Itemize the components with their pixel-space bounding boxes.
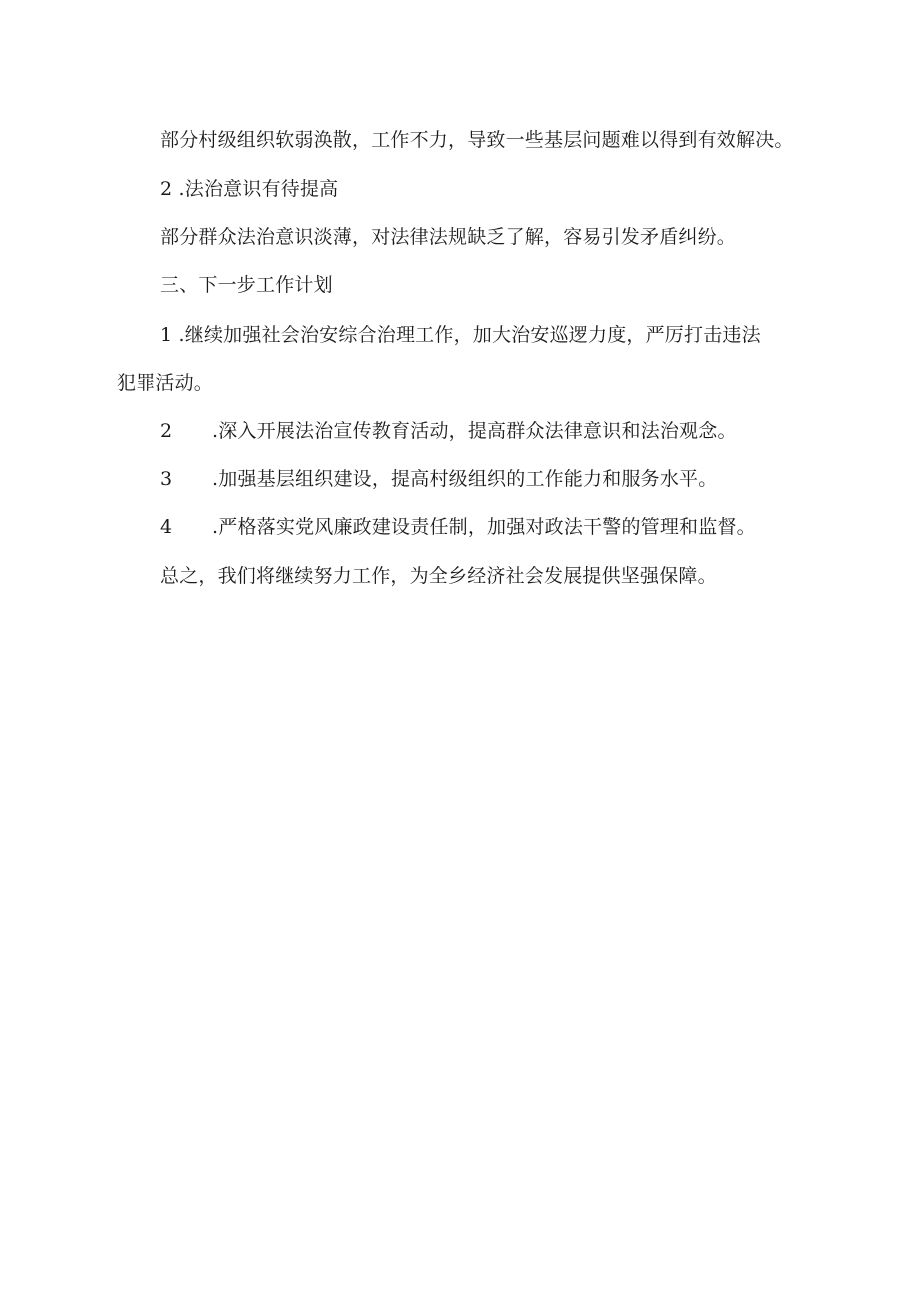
item-text-continuation: 犯罪活动。 [117, 372, 214, 394]
plan-item-2 [160, 418, 737, 444]
section-heading-text: 三、下一步工作计划 [160, 274, 333, 296]
plan-item-3 [160, 466, 717, 492]
item-text: .严格落实党风廉政建设责任制，加强对政法干警的管理和监督。 [212, 516, 756, 538]
item-number: 2 [160, 420, 173, 442]
paragraph-text: 部分村级组织软弱涣散，工作不力，导致一些基层问题难以得到有效解决。 [160, 129, 794, 151]
paragraph-text: 部分群众法治意识淡薄，对法律法规缺乏了解，容易引发矛盾纠纷。 [160, 226, 737, 248]
item-number: 3 [160, 468, 173, 490]
plan-item-4 [160, 514, 756, 540]
paragraph-text: 总之，我们将继续努力工作，为全乡经济社会发展提供坚强保障。 [160, 565, 717, 587]
paragraph-legal-awareness [160, 224, 736, 250]
item-text: .法治意识有待提高 [178, 178, 339, 200]
section-heading-next-plan [160, 272, 333, 298]
item-text: .深入开展法治宣传教育活动，提高群众法律意识和法治观念。 [212, 420, 737, 442]
item-text: .继续加强社会治安综合治理工作，加大治安巡逻力度，严厉打击违法 [178, 324, 761, 346]
item-number: 1 [160, 324, 173, 346]
plan-item-1-continuation [117, 370, 213, 396]
subheading-legal-awareness [160, 176, 338, 202]
item-number: 2 [160, 178, 173, 200]
plan-item-1 [160, 322, 761, 348]
paragraph-weak-organizations [160, 127, 794, 153]
item-number: 4 [160, 516, 173, 538]
item-text: .加强基层组织建设，提高村级组织的工作能力和服务水平。 [212, 468, 718, 490]
conclusion-paragraph [160, 563, 717, 589]
